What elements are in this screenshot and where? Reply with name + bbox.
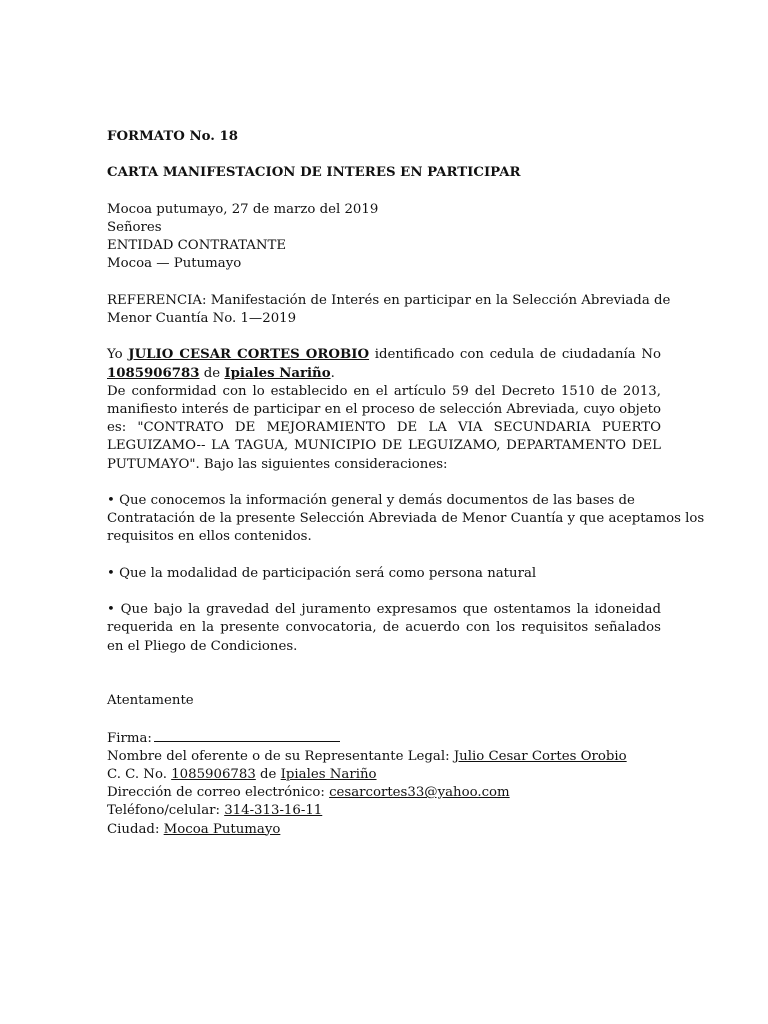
bullet-1-line-1: • Que conocemos la información general y demás documentos de las bases de — [107, 492, 635, 508]
bullet-2: • Que la modalidad de participación será como persona natural — [107, 565, 537, 581]
conformidad-paragraph: De conformidad con lo establecido en el artículo 59 del Decreto 1510 de 2013, manifiesto interés de participar en el proceso de selección Abreviada, cuyo objeto es: "CONTRATO DE MEJORAMIENTO DE LA VIA SECUNDARIA PUERTO LEGUIZAMO-- LA TAGUA, MUNICIPIO DE LEGUIZAMO, DEPARTAMENTO DEL PUTUMAYO". Bajo las siguientes consideraciones: — [107, 383, 661, 472]
bullet-1-line-2: Contratación de la presente Selección Abreviada de Menor Cuantía y que aceptamos los — [107, 511, 705, 527]
phone-value: 314-313-16-11 — [224, 803, 323, 819]
reference-line-1: REFERENCIA: Manifestación de Interés en participar en la Selección Abreviada de — [107, 292, 671, 308]
cc-de: de — [260, 766, 277, 782]
cc-value: 1085906783 — [171, 766, 256, 782]
oferente-value: Julio Cesar Cortes Orobio — [453, 748, 627, 764]
applicant-id-number: 1085906783 — [107, 365, 200, 381]
place-date: Mocoa putumayo, 27 de marzo del 2019 — [107, 201, 379, 217]
signature-line — [154, 729, 340, 742]
intro-yo: Yo — [107, 347, 123, 363]
cc-label: C. C. No. — [107, 766, 167, 782]
city-label: Ciudad: — [107, 821, 160, 837]
email-label: Dirección de correo electrónico: — [107, 785, 325, 801]
closing: Atentamente — [107, 693, 194, 709]
city-row — [107, 821, 661, 839]
letter-title: CARTA MANIFESTACION DE INTERES EN PARTICIPAR — [107, 165, 521, 181]
bullet-1-line-3: requisitos en ellos contenidos. — [107, 529, 312, 545]
applicant-name: JULIO CESAR CORTES OROBIO — [128, 347, 370, 363]
intro-line-1 — [107, 346, 661, 364]
cc-place: Ipiales Nariño — [280, 766, 377, 782]
phone-label: Teléfono/celular: — [107, 803, 220, 819]
intro-mid-text: identificado con cedula de ciudadanía No — [374, 347, 661, 363]
applicant-id-place: Ipiales Nariño — [224, 365, 331, 381]
intro-de: de — [203, 365, 221, 381]
oferente-row — [107, 748, 661, 766]
bullet-3: • Que bajo la gravedad del juramento expresamos que ostentamos la idoneidad requerida en la presente convocatoria, de acuerdo con los requisitos señalados en el Pliego de Condiciones. — [107, 602, 661, 654]
intro-line-2 — [107, 365, 661, 383]
format-title: FORMATO No. 18 — [107, 129, 239, 144]
email-row — [107, 784, 661, 802]
cc-row — [107, 766, 661, 784]
entity-name: ENTIDAD CONTRATANTE — [107, 238, 287, 254]
email-value: cesarcortes33@yahoo.com — [329, 785, 510, 801]
city-value: Mocoa Putumayo — [163, 821, 281, 837]
signature-row — [107, 729, 661, 748]
intro-dot: . — [330, 365, 335, 381]
letter-document — [107, 128, 705, 839]
oferente-label: Nombre del oferente o de su Representante Legal: — [107, 748, 450, 764]
phone-row — [107, 802, 661, 820]
reference-line-2: Menor Cuantía No. 1—2019 — [107, 310, 297, 326]
salutation: Señores — [107, 219, 162, 235]
signature-label: Firma: — [107, 730, 152, 746]
city-department: Mocoa — Putumayo — [107, 256, 242, 272]
